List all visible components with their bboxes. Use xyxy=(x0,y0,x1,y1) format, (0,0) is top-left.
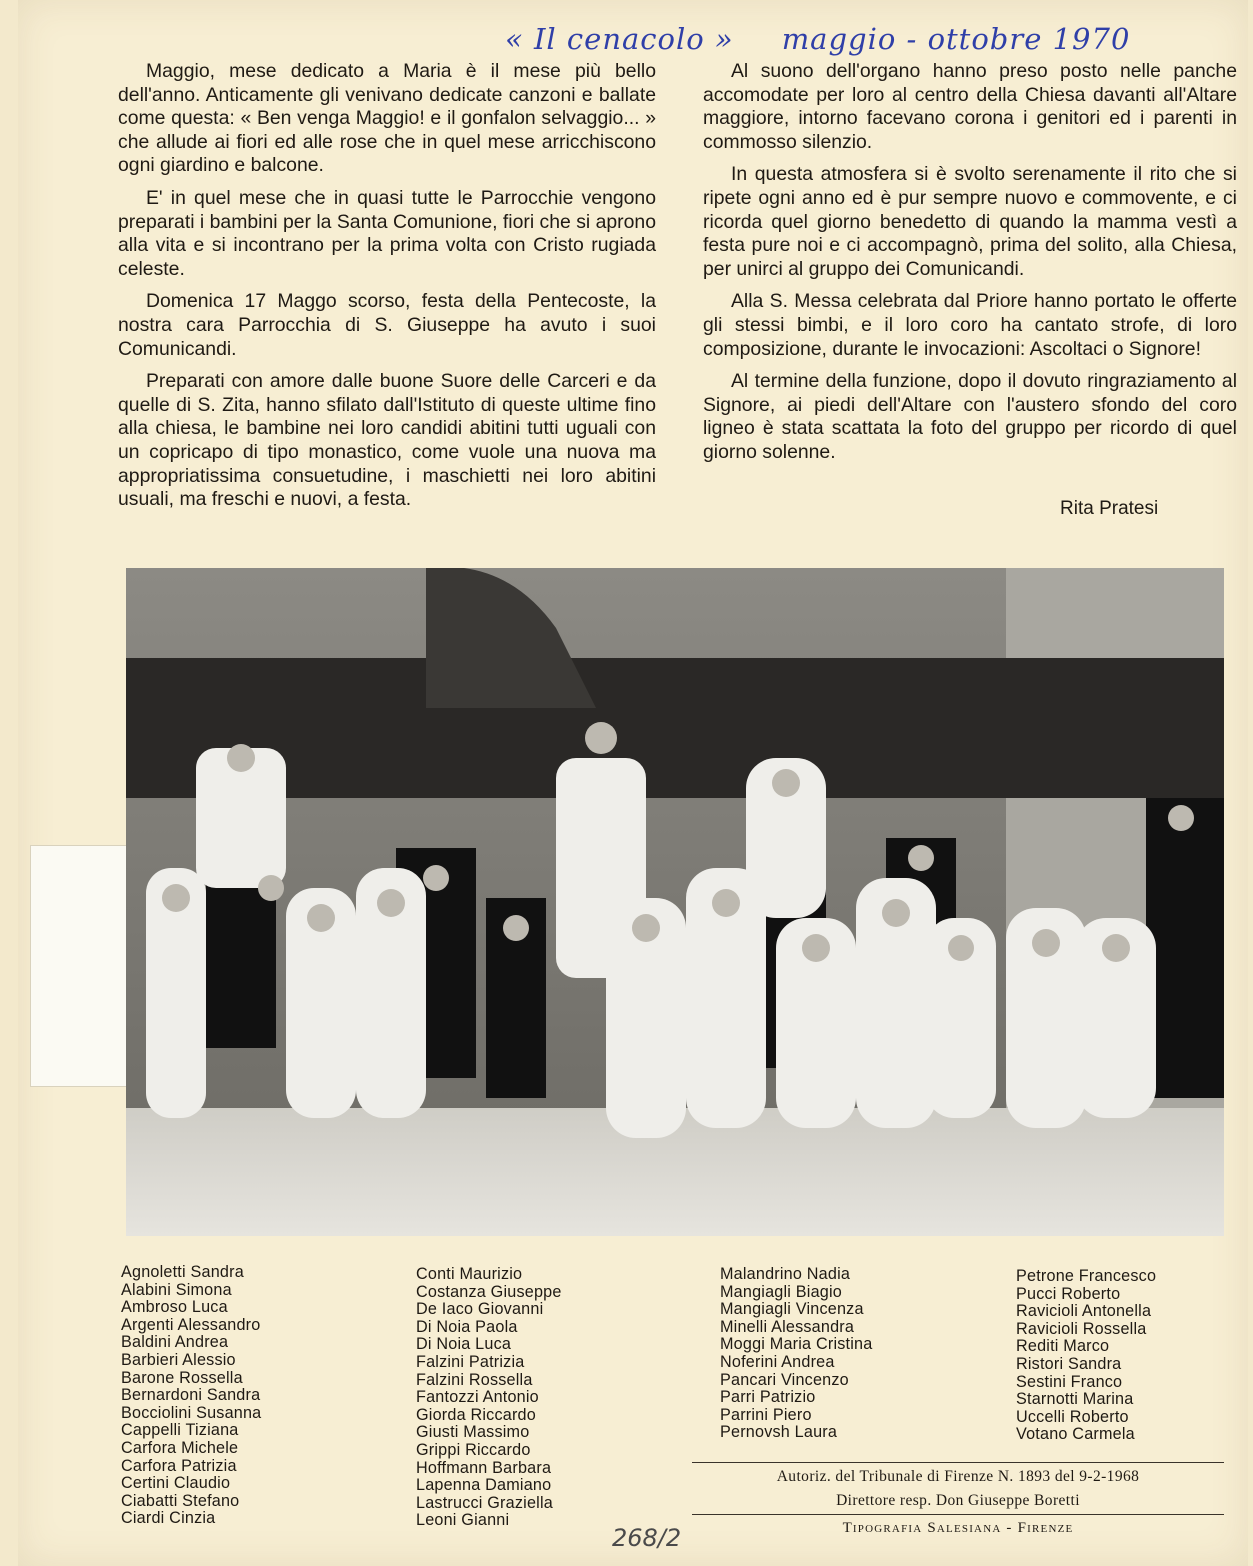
communicant-name: Noferini Andrea xyxy=(720,1352,835,1371)
communicant-name: Hoffmann Barbara xyxy=(416,1458,552,1477)
handwritten-publication: « Il cenacolo » xyxy=(505,22,734,56)
communicant-name: Falzini Rossella xyxy=(416,1370,533,1389)
article-left-column xyxy=(118,60,656,521)
communicant-name: Lapenna Damiano xyxy=(416,1476,552,1495)
communicant-name: Cappelli Tiziana xyxy=(121,1421,239,1440)
article-paragraph: Maggio, mese dedicato a Maria è il mese più bello dell'anno. Anticamente gli venivano dedicate canzoni e ballate come questa: « Ben venga Maggio! e il gonfalon selvaggio... » che allude ai fiori ed alle rose che in quel mese arricchiscono ogni giardino e balcone. xyxy=(118,60,656,177)
group-photo xyxy=(126,568,1224,1236)
article-paragraph: E' in quel mese che in quasi tutte le Parrocchie vengono preparati i bambini per la Santa Comunione, fiori che si aprono alla vita e si incontrano per la prima volta con Cristo rugiada celeste. xyxy=(118,186,656,280)
communicant-name: Ravicioli Rossella xyxy=(1016,1319,1147,1338)
imprint-director: Direttore resp. Don Giuseppe Boretti xyxy=(836,1492,1080,1509)
communicant-name: Ambroso Luca xyxy=(121,1298,228,1317)
handwritten-date: maggio - ottobre 1970 xyxy=(781,22,1131,56)
article-paragraph: In questa atmosfera si è svolto serenamente il rito che si ripete ogni anno ed è pur sempre nuovo e commovente, e ci ricorda quel giorno benedetto di quando la mamma vestì a festa pure noi e ci accompagnò, prima del solito, alla Chiesa, per unirci al gruppo dei Comunicandi. xyxy=(703,163,1237,280)
communicant-name: Petrone Francesco xyxy=(1016,1267,1157,1285)
article-paragraph: Alla S. Messa celebrata dal Priore hanno portato le offerte gli stessi bimbi, e il loro coro ha cantato strofe, di loro composizione, durante le invocazioni: Ascoltaci o Signore! xyxy=(703,290,1237,360)
communicant-name: Baldini Andrea xyxy=(121,1333,229,1352)
communicant-name: Fantozzi Antonio xyxy=(416,1388,539,1407)
imprint-authorization: Autoriz. del Tribunale di Firenze N. 1893 del 9-2-1968 xyxy=(776,1468,1140,1485)
communicant-name: Bocciolini Susanna xyxy=(121,1403,262,1422)
communicant-name: Grippi Riccardo xyxy=(416,1440,531,1459)
communicants-list-col4 xyxy=(1016,1268,1156,1444)
communicant-name: Giorda Riccardo xyxy=(416,1405,536,1424)
communicant-name: Carfora Patrizia xyxy=(121,1456,237,1475)
communicant-name: Certini Claudio xyxy=(121,1474,231,1493)
communicants-list-col2 xyxy=(416,1266,562,1530)
article-paragraph: Al suono dell'organo hanno preso posto nelle panche accomodate per loro al centro della Chiesa davanti all'Altare maggiore, intorno facevano corona i genitori ed i parenti in commosso silenzio. xyxy=(703,60,1237,153)
communicant-name: Uccelli Roberto xyxy=(1016,1407,1129,1426)
communicant-name: Rediti Marco xyxy=(1016,1337,1110,1356)
communicant-name: Mangiagli Biagio xyxy=(720,1282,842,1301)
communicant-name: Parrini Piero xyxy=(720,1405,812,1424)
communicant-name: Pernovsh Laura xyxy=(720,1423,838,1442)
communicant-name: Ciabatti Stefano xyxy=(121,1491,240,1510)
communicant-name: Votano Carmela xyxy=(1016,1425,1135,1444)
communicant-name: Carfora Michele xyxy=(121,1438,239,1457)
article-right-column xyxy=(703,60,1237,474)
communicant-name: Minelli Alessandra xyxy=(720,1317,855,1336)
communicant-name: Lastrucci Graziella xyxy=(416,1493,553,1512)
communicant-name: Argenti Alessandro xyxy=(121,1315,261,1334)
communicant-name: Falzini Patrizia xyxy=(416,1352,525,1371)
communicant-name: Conti Maurizio xyxy=(416,1265,523,1283)
communicant-name: Giusti Massimo xyxy=(416,1423,530,1442)
communicant-name: Barone Rossella xyxy=(121,1368,243,1387)
article-paragraph: Al termine della funzione, dopo il dovuto ringraziamento al Signore, ai piedi dell'Altare con l'austero sfondo del coro ligneo è stata scattata la foto del gruppo per ricordo di quel giorno solenne. xyxy=(703,370,1237,463)
communicant-name: Di Noia Luca xyxy=(416,1335,512,1354)
communicant-name: Alabini Simona xyxy=(121,1280,232,1299)
communicant-name: Leoni Gianni xyxy=(416,1511,510,1530)
communicant-name: Barbieri Alessio xyxy=(121,1350,236,1369)
communicant-name: Ciardi Cinzia xyxy=(121,1509,216,1528)
group-photo-illustration xyxy=(126,568,1224,1236)
archive-number: 268/2 xyxy=(612,1524,682,1552)
communicant-name: Di Noia Paola xyxy=(416,1317,518,1336)
imprint-rule-bottom xyxy=(692,1514,1224,1515)
paper-tab-strip xyxy=(30,845,127,1087)
communicant-name: Sestini Franco xyxy=(1016,1372,1123,1391)
article-author: Rita Pratesi xyxy=(1060,498,1159,519)
communicant-name: Agnoletti Sandra xyxy=(121,1263,244,1281)
communicant-name: Pancari Vincenzo xyxy=(720,1370,849,1389)
communicant-name: De Iaco Giovanni xyxy=(416,1300,544,1319)
communicant-name: Mangiagli Vincenza xyxy=(720,1300,864,1319)
communicant-name: Ravicioli Antonella xyxy=(1016,1302,1152,1321)
communicant-name: Ristori Sandra xyxy=(1016,1354,1122,1373)
communicant-name: Pucci Roberto xyxy=(1016,1284,1121,1303)
communicant-name: Starnotti Marina xyxy=(1016,1390,1134,1409)
imprint-printer: Tipografia Salesiana - Firenze xyxy=(842,1520,1074,1536)
communicant-name: Costanza Giuseppe xyxy=(416,1282,562,1301)
communicants-list-col3 xyxy=(720,1266,872,1442)
article-paragraph: Domenica 17 Maggo scorso, festa della Pentecoste, la nostra cara Parrocchia di S. Giuseppe ha avuto i suoi Comunicandi. xyxy=(118,290,656,360)
handwritten-annotation xyxy=(505,22,1178,56)
communicants-list-col1 xyxy=(121,1264,261,1528)
communicant-name: Malandrino Nadia xyxy=(720,1265,851,1283)
communicant-name: Parri Patrizio xyxy=(720,1388,816,1407)
imprint-rule-top xyxy=(692,1462,1224,1463)
communicant-name: Bernardoni Sandra xyxy=(121,1386,261,1405)
article-paragraph: Preparati con amore dalle buone Suore delle Carceri e da quelle di S. Zita, hanno sfilato dall'Istituto di queste ultime fino alla chiesa, le bambine nei loro candidi abitini tutti uguali con un copricapo di tipo monastico, come vuole una nuova ma appropriatissima consuetudine, i maschietti nei loro abitini usuali, ma freschi e nuovi, a festa. xyxy=(118,370,656,511)
communicant-name: Moggi Maria Cristina xyxy=(720,1335,873,1354)
